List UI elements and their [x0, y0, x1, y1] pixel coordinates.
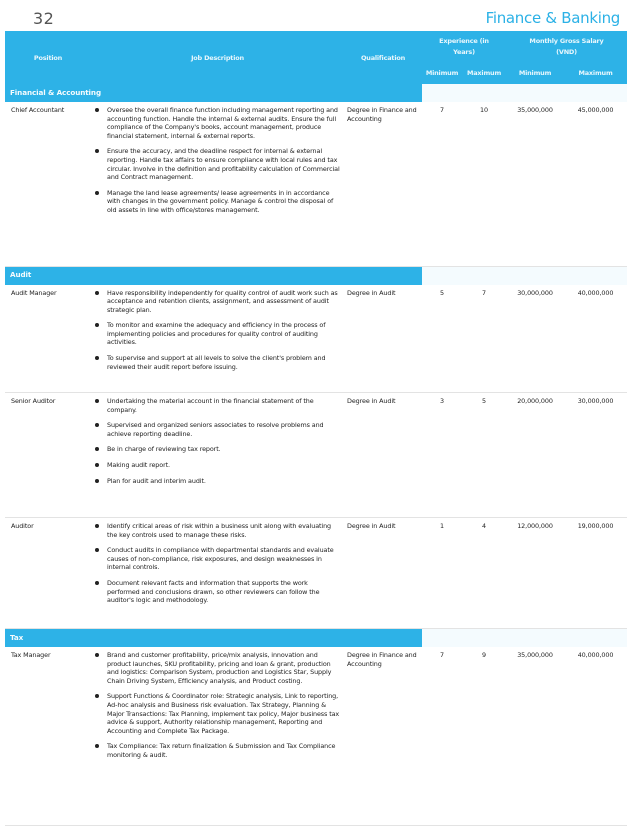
duty-item	[94, 692, 341, 735]
duty-item	[94, 477, 341, 486]
section-header-row	[5, 84, 627, 102]
duty-item	[94, 546, 341, 572]
col-header-salary: Monthly Gross Salary (VND)	[506, 31, 627, 62]
duty-item	[94, 189, 341, 215]
bullet-icon	[95, 463, 99, 467]
salary-min-cell: 12,000,000	[506, 518, 564, 629]
qualification-cell: Degree in Finance and Accounting	[344, 102, 422, 266]
salary-min-cell: 30,000,000	[506, 285, 564, 393]
bullet-icon	[95, 581, 99, 585]
position-cell: Auditor	[5, 518, 91, 629]
section-header-row	[5, 266, 627, 285]
col-header-salary-min: Minimum	[506, 62, 564, 84]
duty-text: Manage the land lease agreements/ lease agreements in in accordance with changes in the government policy. Manage & control the disposal of old assets in line with office/stores management.	[107, 188, 334, 214]
salary-min-cell: 35,000,000	[506, 647, 564, 825]
duty-item	[94, 651, 341, 685]
duty-list	[94, 106, 341, 215]
duty-item	[94, 742, 341, 759]
bullet-icon	[95, 149, 99, 153]
duty-text: Oversee the overall finance function including management reporting and accounting function. Handle the internal & external audits. Ensure the full compliance of the Company's books, account management, produce financial statement, internal & external reports.	[107, 106, 338, 140]
salary-min-cell: 20,000,000	[506, 393, 564, 518]
section-header-spacer	[422, 629, 627, 648]
table-body	[5, 84, 627, 825]
qualification-cell: Degree in Audit	[344, 518, 422, 629]
duty-item	[94, 397, 341, 414]
duty-text: To supervise and support at all levels to solve the client's problem and reviewed their audit report before issuing.	[107, 354, 326, 371]
qualification-cell: Degree in Audit	[344, 393, 422, 518]
duty-text: To monitor and examine the adequacy and efficiency in the process of implementing policies and procedures for quality control of auditing activities.	[107, 321, 326, 347]
qualification-cell: Degree in Audit	[344, 285, 422, 393]
experience-max-cell: 9	[462, 647, 506, 825]
position-cell: Tax Manager	[5, 647, 91, 825]
section-header-spacer	[422, 266, 627, 285]
col-header-exp-max: Maximum	[462, 62, 506, 84]
job-description-cell	[91, 285, 344, 393]
duty-text: Conduct audits in compliance with departmental standards and evaluate causes of non-compliance, risk exposures, and design weaknesses in internal controls.	[107, 546, 334, 572]
duty-text: Brand and customer profitability, price/mix analysis, innovation and product launches, SKU profitability, pricing and loan & grant, production and logistics: Comparison System, production and Logistics Star, Supply Chain Driving System, Efficiency analysis, and Product costing.	[107, 651, 332, 685]
qualification-cell: Degree in Finance and Accounting	[344, 647, 422, 825]
bullet-icon	[95, 291, 99, 295]
duty-text: Have responsibility independently for quality control of audit work such as acceptance and retention clients, assignment, and assessment of audit strategic plan.	[107, 288, 338, 314]
job-description-cell	[91, 102, 344, 266]
bullet-icon	[95, 694, 99, 698]
job-description-cell	[91, 393, 344, 518]
duty-text: Ensure the accuracy, and the deadline respect for internal & external reporting. Handle tax affairs to ensure compliance with local rules and tax circular. Involve in the definition and profitability calculation of Commercial and Contract management.	[107, 147, 340, 182]
duty-text: Plan for audit and interim audit.	[107, 476, 206, 485]
duty-item	[94, 421, 341, 438]
col-header-job-description: Job Description	[91, 31, 344, 84]
bullet-icon	[95, 524, 99, 528]
position-cell: Chief Accountant	[5, 102, 91, 266]
bullet-icon	[95, 548, 99, 552]
col-header-position: Position	[5, 31, 91, 84]
header-row-top	[5, 31, 627, 62]
bullet-icon	[95, 653, 99, 657]
duty-text: Identify critical areas of risk within a business unit along with evaluating the key controls used to manage these risks.	[107, 522, 332, 539]
section-title: Tax	[5, 629, 422, 648]
duty-text: Support Functions & Coordinator role: Strategic analysis, Link to reporting, Ad-hoc analysis and Business risk evaluation. Tax Strategy, Planning & Major Transactions: Tax Planning, implement tax policy, Major business tax advice & support, Authority relationship management, Reporting and Accounting and Complete Tax Package.	[107, 692, 340, 735]
duty-item	[94, 354, 341, 371]
duty-item	[94, 445, 341, 454]
table-row	[5, 393, 627, 518]
section-title: Audit	[5, 266, 422, 285]
duty-list	[94, 522, 341, 605]
experience-max-cell: 5	[462, 393, 506, 518]
bullet-icon	[95, 479, 99, 483]
duty-item	[94, 321, 341, 347]
duty-list	[94, 651, 341, 760]
col-header-salary-max: Maximum	[564, 62, 627, 84]
bullet-icon	[95, 447, 99, 451]
experience-max-cell: 4	[462, 518, 506, 629]
salary-table	[5, 31, 627, 826]
duty-text: Making audit report.	[107, 460, 170, 469]
duty-item	[94, 289, 341, 315]
duty-list	[94, 289, 341, 372]
section-header-row	[5, 629, 627, 648]
duty-item	[94, 579, 341, 605]
duty-item	[94, 147, 341, 181]
duty-list	[94, 397, 341, 485]
duty-item	[94, 522, 341, 539]
bullet-icon	[95, 108, 99, 112]
section-title: Financial & Accounting	[5, 84, 422, 102]
bullet-icon	[95, 423, 99, 427]
experience-max-cell: 7	[462, 285, 506, 393]
col-header-exp-min: Minimum	[422, 62, 462, 84]
table-row	[5, 647, 627, 825]
bullet-icon	[95, 191, 99, 195]
bullet-icon	[95, 399, 99, 403]
salary-max-cell: 40,000,000	[564, 285, 627, 393]
job-description-cell	[91, 647, 344, 825]
experience-min-cell: 7	[422, 647, 462, 825]
bullet-icon	[95, 323, 99, 327]
experience-min-cell: 1	[422, 518, 462, 629]
position-cell: Senior Auditor	[5, 393, 91, 518]
salary-min-cell: 35,000,000	[506, 102, 564, 266]
position-cell: Audit Manager	[5, 285, 91, 393]
duty-text: Document relevant facts and information that supports the work performed and conclusions drawn, so other reviewers can follow the auditor's logic and methodology.	[107, 578, 320, 605]
table-row	[5, 285, 627, 393]
experience-min-cell: 3	[422, 393, 462, 518]
col-header-qualification: Qualification	[344, 31, 422, 84]
section-header-spacer	[422, 84, 627, 102]
bullet-icon	[95, 356, 99, 360]
document-title: Finance & Banking	[485, 9, 620, 27]
duty-text: Undertaking the material account in the financial statement of the company.	[107, 397, 314, 414]
duty-text: Supervised and organized seniors associates to resolve problems and achieve reporting deadline.	[107, 421, 324, 438]
duty-item	[94, 106, 341, 140]
experience-min-cell: 7	[422, 102, 462, 266]
salary-max-cell: 45,000,000	[564, 102, 627, 266]
experience-min-cell: 5	[422, 285, 462, 393]
page-number: 32	[33, 9, 55, 28]
duty-text: Be in charge of reviewing tax report.	[107, 445, 221, 454]
table-row	[5, 518, 627, 629]
col-header-experience: Experience (in Years)	[422, 31, 506, 62]
bullet-icon	[95, 744, 99, 748]
table-row	[5, 102, 627, 266]
duty-item	[94, 461, 341, 470]
job-description-cell	[91, 518, 344, 629]
experience-max-cell: 10	[462, 102, 506, 266]
salary-max-cell: 40,000,000	[564, 647, 627, 825]
salary-max-cell: 19,000,000	[564, 518, 627, 629]
salary-max-cell: 30,000,000	[564, 393, 627, 518]
duty-text: Tax Compliance: Tax return finalization & Submission and Tax Compliance monitoring & audit.	[107, 742, 336, 759]
